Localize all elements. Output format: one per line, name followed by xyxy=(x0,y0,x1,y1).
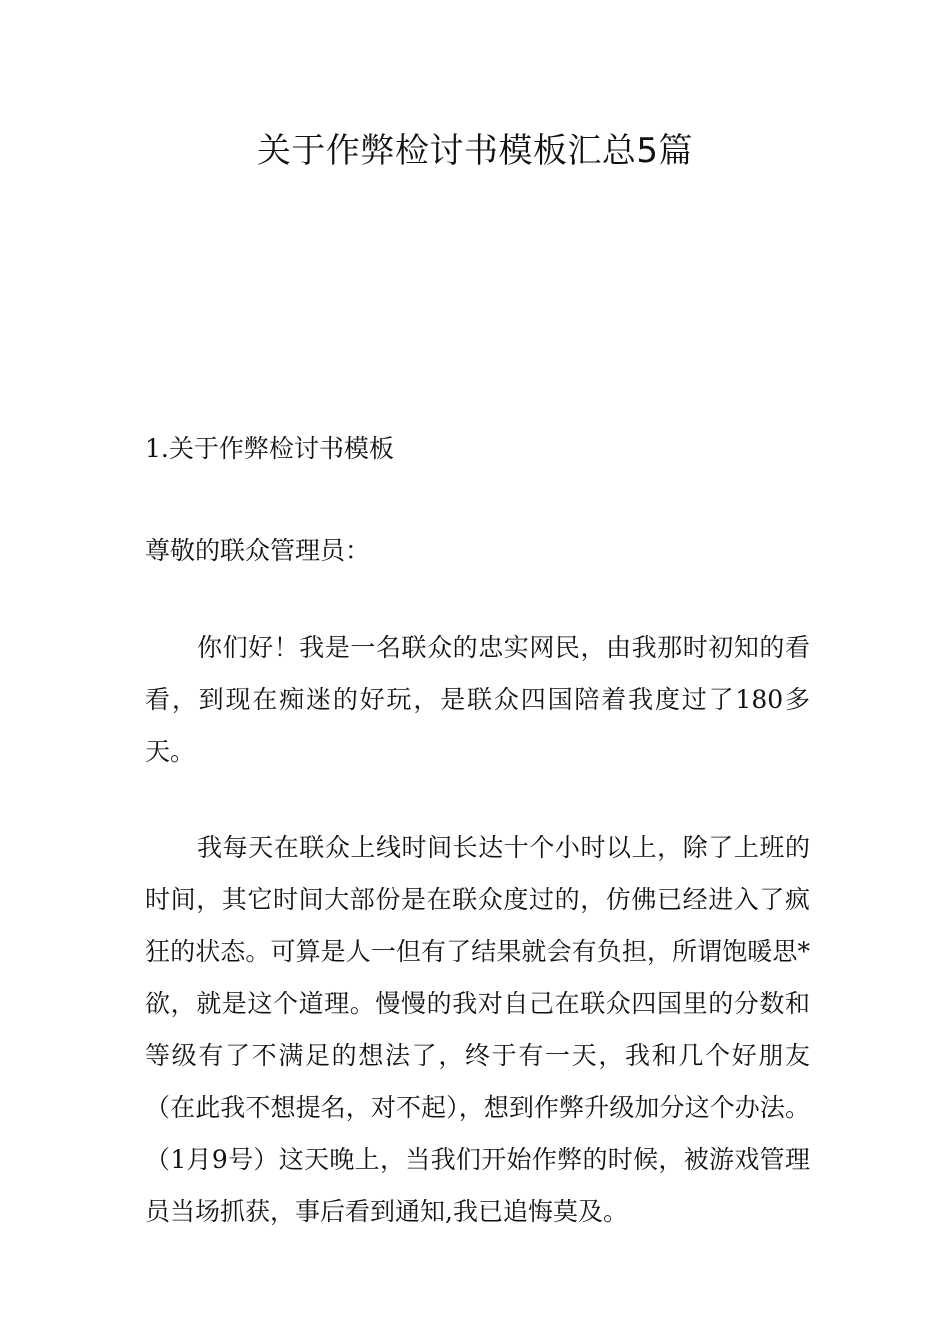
body-paragraph: 你们好！我是一名联众的忠实网民，由我那时初知的看看，到现在痴迷的好玩，是联众四国陪着我度过了180多天。 xyxy=(145,633,810,766)
document-title: 关于作弊检讨书模板汇总5篇 xyxy=(256,131,694,171)
salutation: 尊敬的联众管理员： xyxy=(145,536,371,565)
body-paragraph: 我每天在联众上线时间长达十个小时以上，除了上班的时间，其它时间大部份是在联众度过的，仿佛已经进入了疯狂的状态。可算是人一但有了结果就会有负担，所谓饱暖思*欲，就是这个道理。慢慢的我对自己在联众四国里的分数和等级有了不满足的想法了，终于有一天，我和几个好朋友（在此我不想提名，对不起），想到作弊升级加分这个办法。（1月9号）这天晚上，当我们开始作弊的时候，被游戏管理员当场抓获，事后看到通知,我已追悔莫及。 xyxy=(145,833,810,1226)
section-heading: 1.关于作弊检讨书模板 xyxy=(145,434,394,463)
